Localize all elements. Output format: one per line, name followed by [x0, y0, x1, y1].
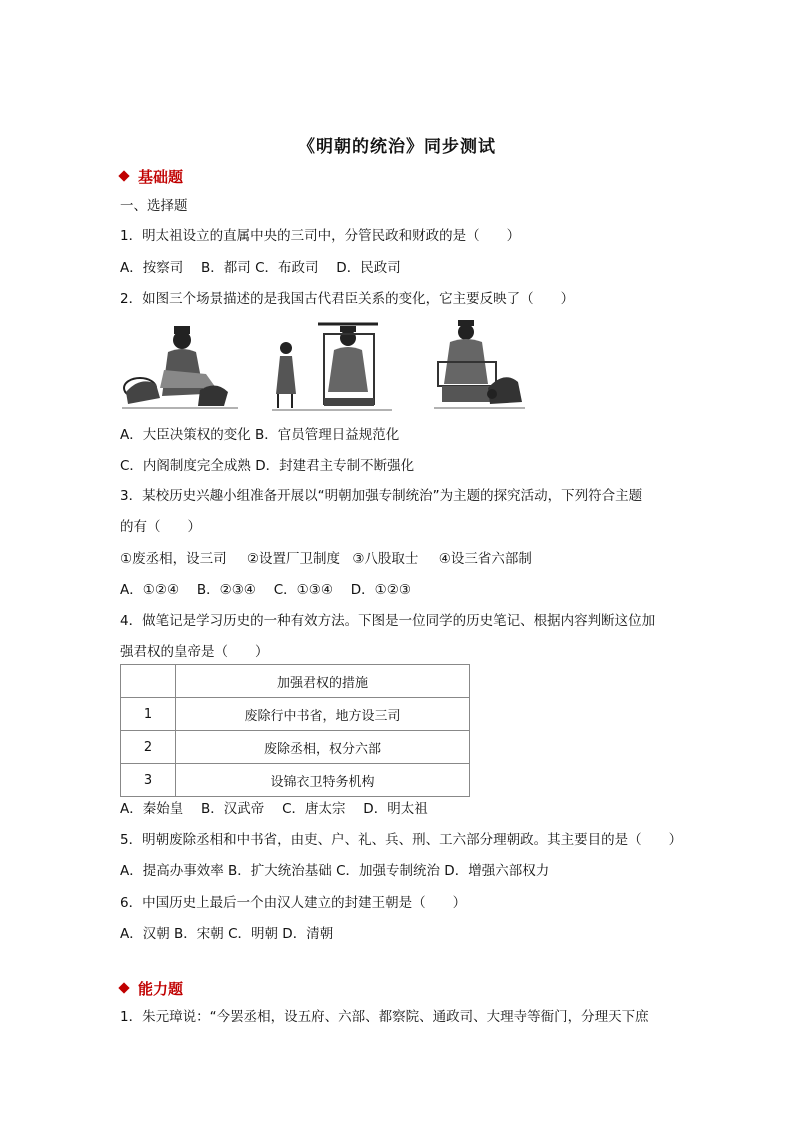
q3-stem-1: 3．某校历史兴趣小组准备开展以“明朝加强专制统治”为主题的探究活动，下列符合主题	[120, 488, 643, 504]
q1-stem: 1．明太祖设立的直属中央的三司中，分管民政和财政的是（ ）	[120, 228, 521, 244]
q3-stem-2: 的有（ ）	[120, 519, 201, 535]
history-notes-table	[120, 664, 470, 797]
table-cell	[121, 665, 176, 698]
scene-minister-kneeling-image	[432, 318, 527, 414]
q4-stem-2: 强君权的皇帝是（ ）	[120, 644, 269, 660]
table-cell-num: 1	[121, 698, 176, 731]
q5-stem: 5．明朝废除丞相和中书省，由吏、户、礼、兵、刑、工六部分理朝政。其主要目的是（ ）	[120, 832, 683, 848]
page-title: 《明朝的统治》同步测试	[298, 137, 496, 157]
q2-illustration	[120, 318, 540, 414]
table-header-cell: 加强君权的措施	[176, 665, 470, 698]
table-cell-text: 废除丞相，权分六部	[176, 731, 470, 764]
choice-heading: 一、选择题	[120, 198, 188, 214]
table-cell-text: 设锦衣卫特务机构	[176, 764, 470, 797]
table-cell-text: 废除行中书省，地方设三司	[176, 698, 470, 731]
table-row	[121, 764, 470, 797]
table-row	[121, 698, 470, 731]
q3-item: ①废丞相，设三司	[120, 551, 227, 567]
q1-options: A．按察司 B．都司 C．布政司 D．民政司	[120, 260, 401, 276]
q4-stem-1: 4．做笔记是学习历史的一种有效方法。下图是一位同学的历史笔记、根据内容判断这位加	[120, 613, 656, 629]
scene-ministers-seated-image	[120, 318, 240, 414]
q2-options-2: C．内阁制度完全成熟 D．封建君主专制不断强化	[120, 458, 415, 474]
section-ability-label: 能力题	[138, 980, 184, 998]
section-basic	[120, 166, 183, 187]
section-basic-label: 基础题	[138, 168, 184, 186]
table-row	[121, 731, 470, 764]
diamond-bullet-icon	[118, 170, 129, 181]
section-ability	[120, 978, 183, 999]
q5-options: A．提高办事效率 B．扩大统治基础 C．加强专制统治 D．增强六部权力	[120, 863, 550, 879]
q2-stem: 2．如图三个场景描述的是我国古代君臣关系的变化，它主要反映了（ ）	[120, 291, 575, 307]
q4-options: A．秦始皇 B．汉武帝 C．唐太宗 D．明太祖	[120, 801, 428, 817]
q6-options: A．汉朝 B．宋朝 C．明朝 D．清朝	[120, 926, 334, 942]
table-cell-num: 3	[121, 764, 176, 797]
table-header-row	[121, 665, 470, 698]
q3-options: A．①②④ B．②③④ C．①③④ D．①②③	[120, 582, 411, 598]
diamond-bullet-icon	[118, 982, 129, 993]
ability-q1-stem: 1．朱元璋说：“今罢丞相，设五府、六部、都察院、通政司、大理寺等衙门，分理天下庶	[120, 1009, 649, 1025]
q3-item: ②设置厂卫制度	[246, 551, 341, 567]
q2-options-1: A．大臣决策权的变化 B．官员管理日益规范化	[120, 427, 400, 443]
q3-items	[120, 547, 680, 567]
q3-item: ③八股取士	[352, 551, 419, 567]
table-cell-num: 2	[121, 731, 176, 764]
scene-minister-standing-image	[270, 318, 395, 414]
q6-stem: 6．中国历史上最后一个由汉人建立的封建王朝是（ ）	[120, 895, 467, 911]
q3-item: ④设三省六部制	[438, 551, 532, 567]
